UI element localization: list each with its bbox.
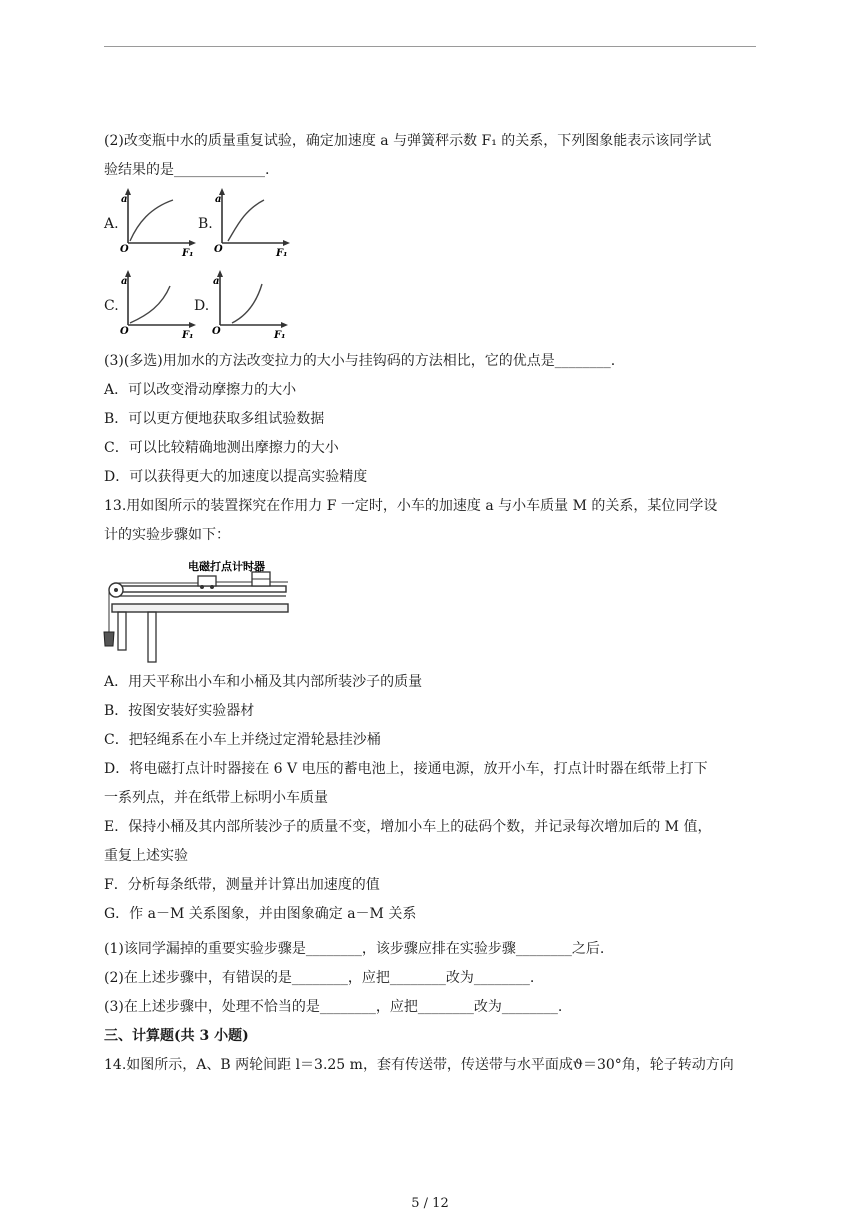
graph-option-b xyxy=(212,188,292,258)
axis-x-label: F₁ xyxy=(182,330,194,340)
q14-line1: 14.如图所示，A、B 两轮间距 l＝3.25 m，套有传送带，传送带与水平面成ϑ＝30°角，轮子转动方向 xyxy=(104,1057,734,1073)
section-title: 三、计算题(共 3 小题) xyxy=(104,1028,249,1044)
origin-label: O xyxy=(212,326,221,337)
axis-y-label: a xyxy=(121,276,128,287)
axis-y-label: a xyxy=(213,276,220,287)
graph-option-d xyxy=(210,270,290,340)
axis-x-label: F₁ xyxy=(276,248,288,258)
q13-step-d: D．将电磁打点计时器接在 6 V 电压的蓄电池上，接通电源，放开小车，打点计时器在纸带上打下 xyxy=(104,761,708,777)
axis-y-label: a xyxy=(121,194,128,205)
q12-part2-line1: (2)改变瓶中水的质量重复试验，确定加速度 a 与弹簧秤示数 F₁ 的关系，下列图象能表示该同学试 xyxy=(104,133,712,149)
axis-x-label: F₁ xyxy=(182,248,194,258)
option-a-label: A. xyxy=(104,216,119,232)
graph-option-c xyxy=(118,270,198,340)
graph-option-a xyxy=(118,188,198,258)
q13-step-b: B．按图安装好实验器材 xyxy=(104,703,255,719)
option-c-label: C. xyxy=(104,298,119,314)
origin-label: O xyxy=(214,244,223,255)
q13-sub2: (2)在上述步骤中，有错误的是________，应把________改为________. xyxy=(104,970,535,986)
q13-step-a: A．用天平称出小车和小桶及其内部所装沙子的质量 xyxy=(104,674,423,690)
axis-x-label: F₁ xyxy=(274,330,286,340)
q13-step-e-cont: 重复上述实验 xyxy=(104,848,188,864)
q13-sub3: (3)在上述步骤中，处理不恰当的是________，应把________改为________. xyxy=(104,999,563,1015)
option-d-label: D. xyxy=(194,298,210,314)
q13-step-d-cont: 一系列点，并在纸带上标明小车质量 xyxy=(104,790,328,806)
q13-stem-line2: 计的实验步骤如下： xyxy=(104,527,230,543)
q12-choice-a: A．可以改变滑动摩擦力的大小 xyxy=(104,382,297,398)
q12-choice-b: B．可以更方便地获取多组试验数据 xyxy=(104,411,325,427)
q13-step-e: E．保持小桶及其内部所装沙子的质量不变，增加小车上的砝码个数，并记录每次增加后的 M 值， xyxy=(104,819,712,835)
option-b-label: B. xyxy=(198,216,213,232)
q13-sub1: (1)该同学漏掉的重要实验步骤是________，该步骤应排在实验步骤________之后. xyxy=(104,941,605,957)
header-rule xyxy=(104,46,756,47)
q12-part3-stem: (3)(多选)用加水的方法改变拉力的大小与挂钩码的方法相比，它的优点是________. xyxy=(104,353,616,369)
q12-choice-c: C．可以比较精确地测出摩擦力的大小 xyxy=(104,440,339,456)
q13-stem-line1: 13.用如图所示的装置探究在作用力 F 一定时，小车的加速度 a 与小车质量 M 的关系，某位同学设 xyxy=(104,498,718,514)
q13-step-c: C．把轻绳系在小车上并绕过定滑轮悬挂沙桶 xyxy=(104,732,381,748)
axis-y-label: a xyxy=(215,194,222,205)
q13-step-f: F．分析每条纸带，测量并计算出加速度的值 xyxy=(104,877,380,893)
q12-choice-d: D．可以获得更大的加速度以提高实验精度 xyxy=(104,469,368,485)
origin-label: O xyxy=(120,326,129,337)
origin-label: O xyxy=(120,244,129,255)
q13-step-g: G．作 a－M 关系图象，并由图象确定 a－M 关系 xyxy=(104,906,417,922)
timer-label: 电磁打点计时器 xyxy=(188,560,265,573)
page-number: 5 / 12 xyxy=(411,1196,449,1211)
q12-part2-line2: 验结果的是_____________. xyxy=(104,162,270,178)
apparatus-figure xyxy=(102,554,292,666)
